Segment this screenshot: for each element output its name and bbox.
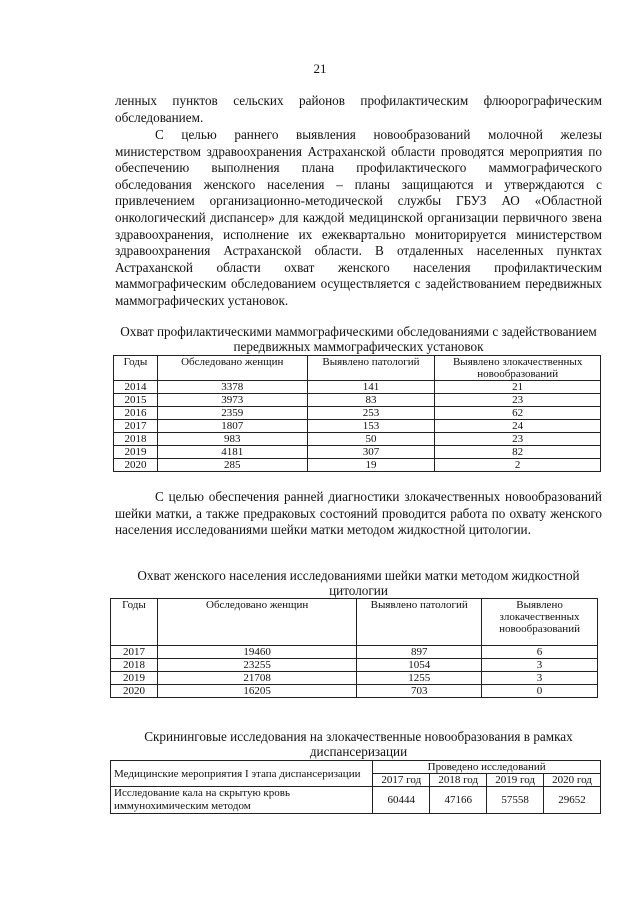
table-row [114, 433, 601, 446]
table-cell: 1807 [157, 420, 307, 433]
table-cell: 82 [435, 446, 601, 459]
table-cell: 285 [157, 459, 307, 472]
table-cell: 2014 [114, 381, 158, 394]
table-row [114, 420, 601, 433]
table2-caption: Охват женского населения исследованиями шейки матки методом жидкостной цитологии [137, 568, 580, 598]
screening-table [110, 760, 601, 814]
table-cell: 16205 [157, 685, 356, 698]
table-cell: 703 [357, 685, 482, 698]
table-cell: 2020 [111, 685, 158, 698]
table-cell: 19 [307, 459, 435, 472]
table-row [111, 646, 598, 659]
table-row [111, 659, 598, 672]
table-cell: 23255 [157, 659, 356, 672]
table-cell: 2017 [114, 420, 158, 433]
paragraph-continuation: ленных пунктов сельских районов профилактическим флюорографическим обследованием. [115, 93, 602, 125]
header-year-2020: 2020 год [544, 774, 601, 787]
table-cell: 1255 [357, 672, 482, 685]
header-malignant: Выявлено злокачественных новообразований [435, 356, 601, 381]
table-row [114, 459, 601, 472]
table-cell: 62 [435, 407, 601, 420]
page-number: 21 [313, 61, 327, 76]
table-cell: 897 [357, 646, 482, 659]
table-cell: 2018 [114, 433, 158, 446]
table-cell: 3973 [157, 394, 307, 407]
table-cell: 153 [307, 420, 435, 433]
table-cell: 141 [307, 381, 435, 394]
table-row [114, 394, 601, 407]
table-row [114, 381, 601, 394]
table-cell: 2018 [111, 659, 158, 672]
table-cell: 29652 [544, 787, 601, 814]
table-cell: 21 [435, 381, 601, 394]
header-year-2017: 2017 год [373, 774, 430, 787]
paragraph-mammography: С целью раннего выявления новообразований молочной железы министерством здравоохранения Астраханской области проводятся мероприятия по обеспечению выполнения плана профилактического маммографического обследования женского населения – планы защищаются и утверждаются с привлечением организационно-методической службы ГБУЗ АО «Областной онкологический диспансер» для каждой медицинской организации первичного звена здравоохранения, исполнение их ежеквартально мониторируется министерством здравоохранения Астраханской области. В отдаленных населенных пунктах Астраханской области охват женского населения профилактическим маммографическим обследованием осуществляется с задействованием передвижных маммографических установок. [115, 127, 602, 308]
table-cell: 3378 [157, 381, 307, 394]
header-examined: Обследовано женщин [157, 356, 307, 381]
table-cell: 6 [482, 646, 598, 659]
table-row [111, 672, 598, 685]
table-cell: 47166 [430, 787, 487, 814]
table-cell: 3 [482, 672, 598, 685]
table-cell: 23 [435, 433, 601, 446]
table-cell: 2 [435, 459, 601, 472]
header-year-2018: 2018 год [430, 774, 487, 787]
table-cell: 1054 [357, 659, 482, 672]
table-cell: 0 [482, 685, 598, 698]
table-cell: 2016 [114, 407, 158, 420]
table-cell: 83 [307, 394, 435, 407]
header-examined: Обследовано женщин [157, 599, 356, 646]
table3-caption: Скрининговые исследования на злокачественные новообразования в рамках диспансеризации [144, 729, 573, 759]
header-malignant: Выявлено злокачественных новообразований [482, 599, 598, 646]
table-header-row [114, 356, 601, 381]
header-pathologies: Выявлено патологий [307, 356, 435, 381]
cytology-table [110, 598, 598, 698]
table-header-row [111, 761, 601, 774]
table-cell: 21708 [157, 672, 356, 685]
table-cell: 2019 [111, 672, 158, 685]
table-cell: 983 [157, 433, 307, 446]
paragraph-cervical: С целью обеспечения ранней диагностики злокачественных новообразований шейки матки, а также предраковых состояний проводится работа по охвату женского населения исследованиями шейки матки методом жидкостной цитологии. [115, 489, 602, 538]
header-years: Годы [111, 599, 158, 646]
header-conducted: Проведено исследований [373, 761, 601, 774]
table-cell: 3 [482, 659, 598, 672]
header-year-2019: 2019 год [487, 774, 544, 787]
table-cell: 2015 [114, 394, 158, 407]
mammography-table [113, 355, 601, 472]
table-cell: 2019 [114, 446, 158, 459]
measure-label: Исследование кала на скрытую кровь иммунохимическим методом [111, 787, 373, 814]
table-row [111, 685, 598, 698]
table-cell: 307 [307, 446, 435, 459]
table-cell: 57558 [487, 787, 544, 814]
table-cell: 50 [307, 433, 435, 446]
table-cell: 4181 [157, 446, 307, 459]
header-measures: Медицинские мероприятия I этапа диспансеризации [111, 761, 373, 787]
table-cell: 23 [435, 394, 601, 407]
table-cell: 2020 [114, 459, 158, 472]
table-cell: 19460 [157, 646, 356, 659]
table-row [114, 407, 601, 420]
table-cell: 60444 [373, 787, 430, 814]
table-header-row [111, 599, 598, 646]
table-row [111, 787, 601, 814]
header-pathologies: Выявлено патологий [357, 599, 482, 646]
table-cell: 24 [435, 420, 601, 433]
table-cell: 2359 [157, 407, 307, 420]
table1-caption: Охват профилактическими маммографическими обследованиями с задействованием передвижных маммографических установок [120, 324, 597, 354]
header-years: Годы [114, 356, 158, 381]
table-row [114, 446, 601, 459]
table-cell: 253 [307, 407, 435, 420]
table-cell: 2017 [111, 646, 158, 659]
